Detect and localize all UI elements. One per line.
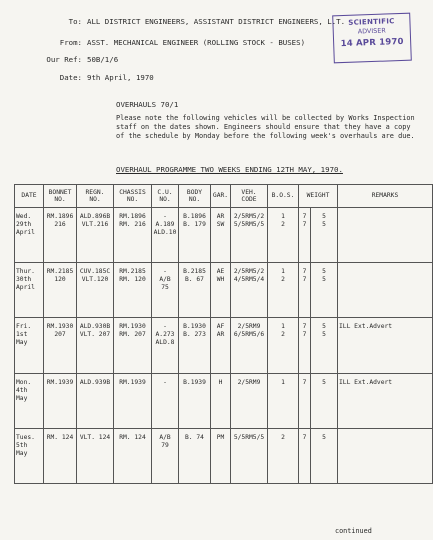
- regn-cell: [77, 373, 114, 428]
- col-header-regn: REGN. NO.: [77, 185, 114, 208]
- bos-cell-line: 2: [281, 433, 285, 441]
- date-cell-line: May: [16, 339, 28, 347]
- regn-cell-line: ALD.896B: [79, 213, 111, 220]
- weight-a-cell-line: 7: [302, 221, 307, 228]
- bonnet-cell: [44, 208, 77, 263]
- date-cell-line: 29th: [16, 221, 32, 228]
- bonnet-cell-line: 207: [54, 331, 66, 339]
- col-header-remarks: REMARKS: [338, 185, 433, 208]
- body-no-cell: [179, 208, 211, 263]
- regn-cell: [77, 208, 114, 263]
- bos-cell: [268, 318, 299, 373]
- weight-b-cell-line: 5: [322, 378, 326, 386]
- chassis-cell: [114, 263, 152, 318]
- bonnet-cell: [44, 263, 77, 318]
- weight-a-cell: [299, 263, 311, 318]
- veh-code-cell: [231, 373, 268, 428]
- body-no-cell-line: B. 74: [185, 433, 204, 441]
- bonnet-cell-line: RM.1896: [46, 213, 74, 220]
- garage-cell: [211, 208, 231, 263]
- weight-a-cell: [299, 373, 311, 428]
- date-cell-line: May: [16, 394, 28, 402]
- weight-a-cell-line: 7: [302, 213, 307, 220]
- regn-cell: [77, 263, 114, 318]
- instruction-paragraph: Please note the following vehicles will be collected by Works Inspection staff on the dates shown. Engineers should ensure that they have a copy of the schedule by Monday before the following week's overhauls are due.: [116, 114, 415, 140]
- weight-a-cell-line: 7: [302, 323, 307, 331]
- body-no-cell-line: B.1896: [183, 213, 206, 220]
- body-no-cell-line: B. 273: [183, 331, 206, 339]
- from-label: From:: [59, 38, 82, 47]
- body-no-cell-line: B.1930: [183, 323, 206, 331]
- weight-b-cell-line: 5: [322, 433, 326, 441]
- cu-cell-line: 79: [161, 441, 169, 449]
- chassis-cell: [114, 318, 152, 373]
- veh-code-cell-line: 6/5RM5/6: [233, 331, 265, 339]
- garage-cell-line: SW: [216, 221, 225, 228]
- cu-cell-line: ALD.10: [153, 229, 177, 236]
- weight-b-cell-line: 5: [322, 331, 326, 339]
- bonnet-cell: [44, 428, 77, 483]
- bos-cell-line: 2: [281, 221, 285, 228]
- col-header-bos: B.O.S.: [268, 185, 299, 208]
- date-cell-line: Thur.: [16, 268, 35, 276]
- date-cell-line: Fri.: [16, 323, 32, 331]
- chassis-cell: [114, 208, 152, 263]
- cu-cell-line: ALD.8: [155, 339, 175, 347]
- col-header-date: DATE: [15, 185, 44, 208]
- regn-cell-line: CUV.185C: [79, 268, 111, 276]
- table-row: [15, 318, 433, 373]
- remarks-cell: [338, 428, 433, 483]
- col-header-body: BODY NO.: [179, 185, 211, 208]
- veh-code-cell-line: 5/5RM5/5: [233, 433, 265, 441]
- date-cell-line: May: [16, 449, 28, 457]
- weight-b-cell: [311, 263, 338, 318]
- col-header-garage: GAR.: [211, 185, 231, 208]
- chassis-cell-line: RM.1939: [119, 378, 146, 386]
- cu-cell-line: A.189: [155, 221, 175, 228]
- continued-note: continued: [335, 527, 372, 535]
- veh-code-cell-line: 2/5RM9: [237, 323, 261, 331]
- weight-a-cell-line: 7: [302, 331, 307, 339]
- regn-cell-line: VLT. 207: [79, 331, 111, 339]
- bonnet-cell-line: 216: [54, 221, 66, 228]
- col-header-cu: C.U. NO.: [152, 185, 179, 208]
- remarks-cell: [338, 263, 433, 318]
- cu-cell-line: A/B: [159, 276, 171, 284]
- bonnet-cell-line: RM.2185: [46, 268, 74, 276]
- body-no-cell: [179, 373, 211, 428]
- date-cell: [15, 318, 44, 373]
- bonnet-cell-line: RM. 124: [46, 433, 74, 441]
- chassis-cell-line: RM.1896: [119, 213, 146, 220]
- veh-code-cell-line: 2/5RM9: [237, 378, 261, 386]
- to-label: To:: [68, 17, 82, 26]
- weight-b-cell-line: 5: [322, 213, 326, 220]
- date-cell-line: Mon.: [16, 378, 32, 386]
- table-row: [15, 208, 433, 263]
- cu-cell-line: 75: [161, 284, 169, 292]
- bos-cell-line: 2: [281, 331, 285, 339]
- cu-cell: [152, 318, 179, 373]
- weight-a-cell-line: 7: [302, 433, 307, 441]
- col-header-chassis: CHASSIS NO.: [114, 185, 152, 208]
- table-body: [15, 208, 433, 484]
- garage-cell-line: AE: [216, 268, 225, 276]
- chassis-cell-line: RM.1930: [119, 323, 146, 331]
- cu-cell-line: A/B: [159, 433, 171, 441]
- body-no-cell-line: B. 67: [185, 276, 204, 284]
- chassis-cell-line: RM.2185: [119, 268, 146, 276]
- weight-b-cell-line: 5: [322, 221, 326, 228]
- date-cell-line: 5th: [16, 441, 28, 449]
- ref-label: Our Ref:: [46, 55, 82, 64]
- regn-cell: [77, 318, 114, 373]
- stamp-line-2: ADVISER: [357, 26, 386, 36]
- weight-b-cell-line: 5: [322, 323, 326, 331]
- date-cell-line: 30th: [16, 276, 32, 284]
- chassis-cell-line: RM. 120: [119, 276, 146, 284]
- date-value: 9th April, 1970: [87, 73, 154, 82]
- garage-cell-line: AR: [216, 331, 225, 339]
- chassis-cell: [114, 428, 152, 483]
- chassis-cell-line: RM. 216: [119, 221, 146, 228]
- overhaul-schedule-table: [14, 184, 433, 484]
- col-header-bonnet: BONNET NO.: [44, 185, 77, 208]
- bos-cell-line: 2: [281, 276, 285, 284]
- garage-cell-line: AR: [216, 213, 225, 220]
- chassis-cell-line: RM. 207: [119, 331, 146, 339]
- body-no-cell-line: B. 179: [183, 221, 206, 228]
- bos-cell-line: 1: [281, 268, 285, 276]
- bonnet-cell: [44, 373, 77, 428]
- bonnet-cell-line: RM.1930: [46, 323, 74, 331]
- to-value: ALL DISTRICT ENGINEERS, ASSISTANT DISTRICT ENGINEERS, L.T.: [87, 17, 346, 26]
- veh-code-cell: [231, 208, 268, 263]
- body-no-cell: [179, 318, 211, 373]
- regn-cell-line: VLT. 124: [79, 433, 111, 441]
- table-row: [15, 263, 433, 318]
- from-value: ASST. MECHANICAL ENGINEER (ROLLING STOCK - BUSES): [87, 38, 306, 47]
- date-label: Date:: [59, 73, 82, 82]
- weight-a-cell: [299, 428, 311, 483]
- remarks-cell-line: ILL Ext.Advert: [339, 378, 393, 386]
- chassis-cell: [114, 373, 152, 428]
- weight-a-cell-line: 7: [302, 268, 307, 276]
- date-cell-line: April: [16, 284, 35, 292]
- cu-cell: [152, 428, 179, 483]
- veh-code-cell-line: 2/5RM5/2: [233, 213, 265, 220]
- remarks-cell: [338, 208, 433, 263]
- col-header-weight: WEIGHT: [299, 185, 338, 208]
- table-row: [15, 428, 433, 483]
- bos-cell: [268, 428, 299, 483]
- cu-cell: [152, 373, 179, 428]
- chassis-cell-line: RM. 124: [119, 433, 146, 441]
- date-cell-line: Wed.: [16, 213, 32, 220]
- date-cell: [15, 428, 44, 483]
- cu-cell-line: -: [163, 323, 167, 331]
- cu-cell: [152, 208, 179, 263]
- bos-cell-line: 1: [281, 378, 285, 386]
- garage-cell: [211, 318, 231, 373]
- regn-cell-line: ALD.930B: [79, 323, 111, 331]
- veh-code-cell-line: 2/5RM5/2: [233, 268, 265, 276]
- body-no-cell-line: B.1939: [183, 378, 206, 386]
- cu-cell: [152, 263, 179, 318]
- bos-cell-line: 1: [281, 213, 285, 220]
- weight-b-cell: [311, 318, 338, 373]
- weight-a-cell: [299, 318, 311, 373]
- garage-cell: [211, 373, 231, 428]
- veh-code-cell: [231, 428, 268, 483]
- weight-a-cell-line: 7: [302, 276, 307, 284]
- remarks-cell: [338, 373, 433, 428]
- programme-title: OVERHAUL PROGRAMME TWO WEEKS ENDING 12TH MAY, 1970.: [116, 165, 343, 174]
- remarks-cell-line: ILL Ext.Advert: [339, 323, 393, 331]
- ref-value: 50B/1/6: [87, 55, 119, 64]
- date-cell-line: 4th: [16, 386, 28, 394]
- body-no-cell-line: B.2185: [183, 268, 206, 276]
- garage-cell: [211, 428, 231, 483]
- bonnet-cell-line: RM.1939: [46, 378, 74, 386]
- veh-code-cell: [231, 263, 268, 318]
- bos-cell: [268, 263, 299, 318]
- weight-a-cell: [299, 208, 311, 263]
- stamp-line-1: SCIENTIFIC: [348, 17, 395, 27]
- date-cell-line: Tues.: [16, 433, 35, 441]
- bonnet-cell-line: 120: [54, 276, 66, 284]
- body-no-cell: [179, 428, 211, 483]
- regn-cell-line: VLT.216: [81, 221, 109, 228]
- garage-cell-line: H: [218, 378, 223, 386]
- cu-cell-line: -: [163, 378, 167, 386]
- weight-b-cell-line: 5: [322, 276, 326, 284]
- garage-cell-line: PM: [216, 433, 225, 441]
- bos-cell: [268, 208, 299, 263]
- table-header-row: [15, 185, 433, 208]
- weight-b-cell-line: 5: [322, 268, 326, 276]
- veh-code-cell-line: 4/5RM5/4: [233, 276, 265, 284]
- regn-cell-line: VLT.120: [81, 276, 109, 284]
- cu-cell-line: A.273: [155, 331, 175, 339]
- veh-code-cell-line: 5/5RM5/5: [233, 221, 265, 228]
- date-cell: [15, 263, 44, 318]
- cu-cell-line: -: [163, 213, 167, 220]
- stamp-date: 14 APR 1970: [340, 36, 404, 50]
- bonnet-cell: [44, 318, 77, 373]
- regn-cell: [77, 428, 114, 483]
- veh-code-cell: [231, 318, 268, 373]
- table-row: [15, 373, 433, 428]
- garage-cell-line: AF: [216, 323, 225, 331]
- regn-cell-line: ALD.939B: [79, 378, 111, 386]
- body-no-cell: [179, 263, 211, 318]
- date-cell-line: 1st: [16, 331, 28, 339]
- cu-cell-line: -: [163, 268, 167, 276]
- garage-cell: [211, 263, 231, 318]
- garage-cell-line: WH: [216, 276, 225, 284]
- received-stamp: [332, 13, 412, 64]
- weight-b-cell: [311, 373, 338, 428]
- subject-heading: OVERHAULS 70/1: [116, 100, 179, 109]
- remarks-cell: [338, 318, 433, 373]
- weight-b-cell: [311, 208, 338, 263]
- date-cell: [15, 373, 44, 428]
- bos-cell-line: 1: [281, 323, 285, 331]
- col-header-veh-code: VEH. CODE: [231, 185, 268, 208]
- weight-b-cell: [311, 428, 338, 483]
- date-cell: [15, 208, 44, 263]
- weight-a-cell-line: 7: [302, 378, 307, 386]
- bos-cell: [268, 373, 299, 428]
- date-cell-line: April: [16, 229, 35, 236]
